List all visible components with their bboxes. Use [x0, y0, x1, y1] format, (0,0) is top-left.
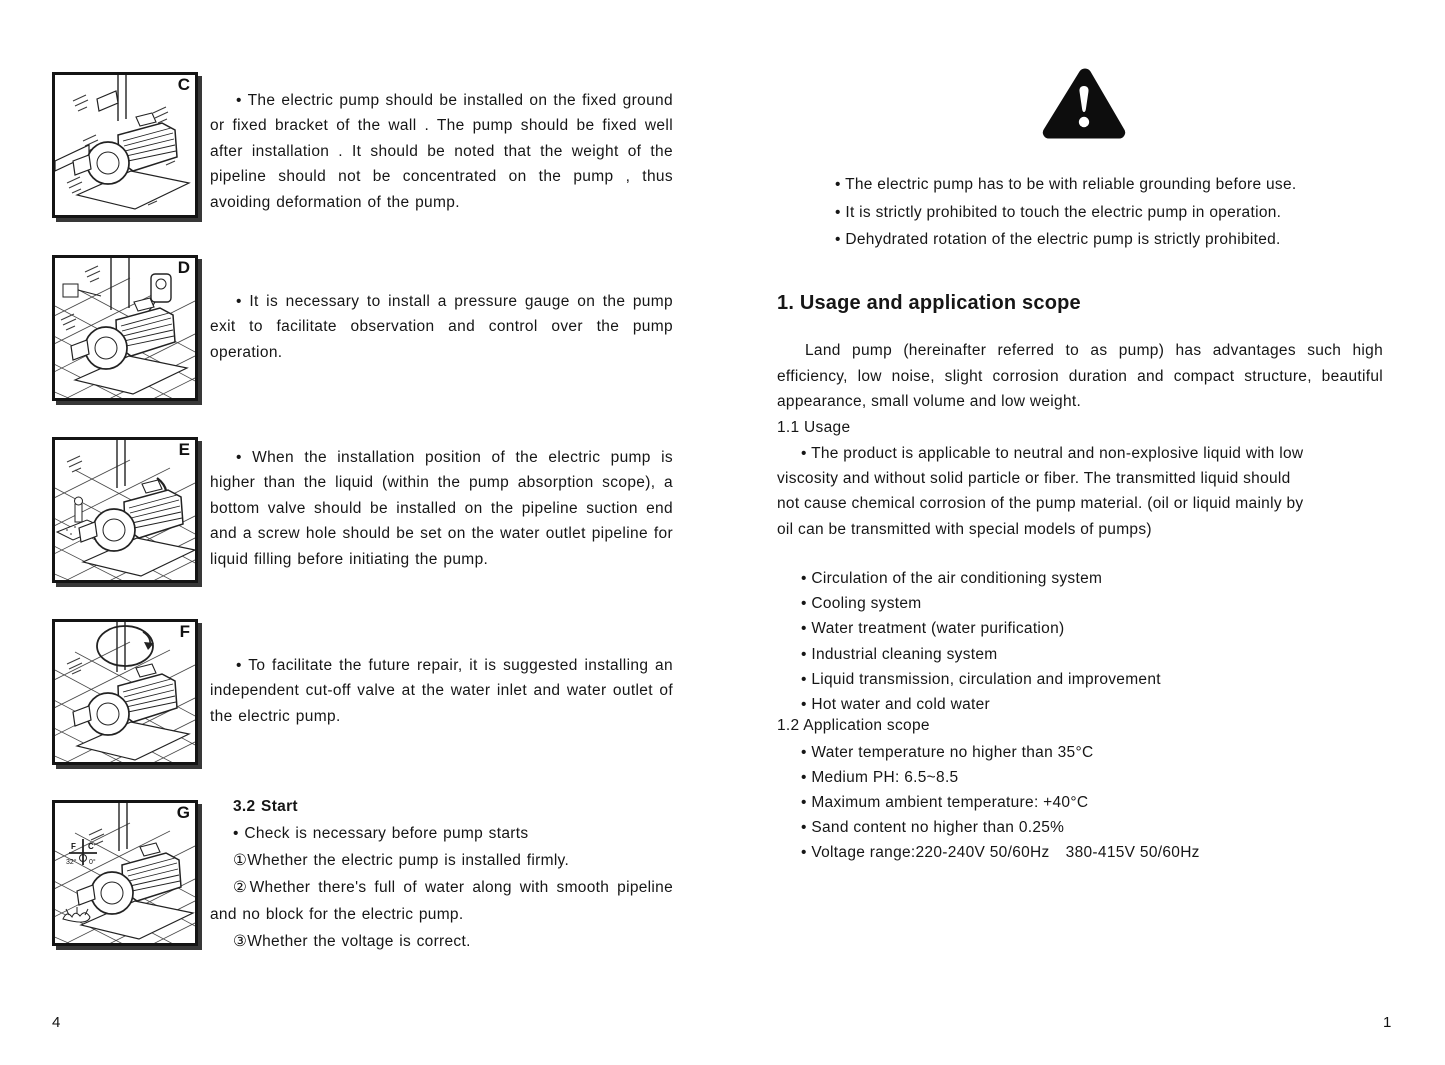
- figure-label: G: [176, 803, 190, 822]
- bullet-icon: •: [801, 645, 807, 663]
- warning-item: [835, 226, 1297, 254]
- scope-item-text: Sand content no higher than 0.25%: [811, 819, 1065, 837]
- figure-c-caption: [210, 88, 673, 215]
- figure-f-caption: [210, 653, 673, 729]
- scope-item: [777, 840, 1200, 865]
- bullet-icon: •: [801, 844, 807, 862]
- bullet-icon: •: [835, 203, 841, 221]
- start-check-item: ①Whether the electric pump is installed firmly.: [233, 852, 570, 869]
- celsius-temp: 0°: [89, 859, 96, 866]
- pump-wall-mount-illustration: [55, 75, 195, 215]
- scope-item-text: Maximum ambient temperature: +40°C: [811, 794, 1089, 812]
- usage-item: [777, 667, 1161, 692]
- bullet-icon: •: [801, 445, 807, 462]
- scope-item: [777, 765, 1200, 790]
- bullet-icon: •: [801, 570, 807, 587]
- scope-item: [777, 740, 1200, 765]
- bullet-icon: •: [236, 449, 242, 466]
- bullet-icon: •: [835, 231, 841, 248]
- usage-item: [777, 591, 1161, 616]
- scope-item: [777, 815, 1200, 840]
- start-section: [210, 793, 673, 955]
- bullet-icon: •: [801, 696, 807, 714]
- bullet-icon: •: [801, 595, 807, 613]
- usage-item-text: Industrial cleaning system: [811, 645, 998, 663]
- pump-cutoff-valve-illustration: [55, 622, 195, 762]
- section-heading: 1. Usage and application scope: [777, 292, 1081, 314]
- usage-item: [777, 616, 1161, 641]
- left-page-number: 4: [52, 1014, 61, 1031]
- figure-label: C: [177, 75, 190, 94]
- usage-list: [777, 566, 1161, 717]
- figure-label: E: [178, 440, 190, 459]
- scope-list: [777, 740, 1200, 865]
- usage-item-text: Circulation of the air conditioning system: [811, 570, 1103, 587]
- scope-item: [777, 790, 1200, 815]
- scope-item-text: Voltage range:220-240V 50/60Hz 380-415V 50/60Hz: [811, 844, 1200, 862]
- pump-bottom-valve-illustration: [55, 440, 195, 580]
- figure-d: [52, 255, 198, 401]
- bullet-icon: •: [801, 794, 807, 812]
- bullet-icon: •: [801, 744, 807, 761]
- pump-start-illustration: [55, 803, 195, 943]
- start-heading: 3.2 Start: [233, 798, 298, 815]
- bullet-icon: •: [236, 293, 242, 310]
- celsius-mark: C: [88, 842, 94, 851]
- usage-item: [777, 566, 1161, 591]
- usage-item-text: Cooling system: [811, 595, 922, 613]
- figure-d-caption: [210, 289, 673, 365]
- start-bullet-line: [210, 820, 673, 847]
- fahrenheit-temp: 32°: [66, 859, 77, 866]
- bullet-icon: •: [801, 620, 807, 638]
- warning-item: [835, 171, 1297, 199]
- warning-text: The electric pump has to be with reliable grounding before use.: [845, 176, 1297, 193]
- bullet-icon: •: [801, 819, 807, 837]
- fahrenheit-mark: F: [71, 842, 76, 851]
- figure-label: D: [177, 258, 190, 277]
- caption-text: The electric pump should be installed on the fixed ground or fixed bracket of the wall . The pump should be fixed well after installation . It should be noted that the weight of the pipeline should not be concentrated on the pump , thus avoiding deformation of the pump.: [210, 92, 673, 211]
- warning-triangle-icon: [1040, 66, 1128, 142]
- warning-list: [835, 171, 1297, 254]
- bullet-icon: •: [801, 769, 807, 787]
- pump-pressure-gauge-illustration: [55, 258, 195, 398]
- bullet-icon: •: [236, 92, 242, 109]
- warning-item: [835, 199, 1297, 227]
- usage-item: [777, 692, 1161, 717]
- figure-label: F: [179, 622, 190, 641]
- figure-e: [52, 437, 198, 583]
- warning-text: Dehydrated rotation of the electric pump is strictly prohibited.: [845, 231, 1281, 248]
- usage-item-text: Hot water and cold water: [811, 696, 990, 714]
- usage-subheading: 1.1 Usage: [777, 419, 851, 436]
- bullet-icon: •: [233, 825, 239, 842]
- caption-text: To facilitate the future repair, it is suggested installing an independent cut-off valve at the water inlet and water outlet of the electric pump.: [210, 657, 673, 725]
- bullet-icon: •: [236, 657, 242, 674]
- scope-item-text: Medium PH: 6.5~8.5: [811, 769, 959, 787]
- usage-item-text: Liquid transmission, circulation and improvement: [811, 670, 1161, 688]
- figure-c: [52, 72, 198, 218]
- right-page-number: 1: [1383, 1014, 1392, 1031]
- figure-e-caption: [210, 445, 673, 572]
- usage-bullet-paragraph: [777, 441, 1304, 542]
- usage-item: [777, 642, 1161, 667]
- caption-text: When the installation position of the electric pump is higher than the liquid (within the pump absorption scope), a bottom valve should be installed on the pipeline suction end and a screw hole should be set on the water outlet pipeline for liquid filling before initiating the pump.: [210, 449, 673, 568]
- figure-f: [52, 619, 198, 765]
- bullet-icon: •: [835, 176, 841, 193]
- figure-g: [52, 800, 198, 946]
- scope-item-text: Water temperature no higher than 35°C: [811, 744, 1094, 761]
- start-check-item: ②Whether there's full of water along with smooth pipeline and no block for the electric pump.: [210, 879, 673, 923]
- scope-subheading: 1.2 Application scope: [777, 717, 930, 734]
- start-bullet-text: Check is necessary before pump starts: [244, 825, 529, 842]
- usage-bullet-text: The product is applicable to neutral and non-explosive liquid with low viscosity and without solid particle or fiber. The transmitted liquid should not cause chemical corrosion of the pump material. (oil or liquid mainly by oil can be transmitted with special models of pumps): [777, 445, 1304, 538]
- section-intro: Land pump (hereinafter referred to as pump) has advantages such high efficiency, low noise, slight corrosion duration and compact structure, beautiful appearance, small volume and low weight.: [777, 342, 1383, 410]
- start-check-item: ③Whether the voltage is correct.: [233, 933, 471, 950]
- caption-text: It is necessary to install a pressure gauge on the pump exit to facilitate observation and control over the pump operation.: [210, 293, 673, 361]
- usage-item-text: Water treatment (water purification): [811, 620, 1065, 638]
- bullet-icon: •: [801, 670, 807, 688]
- warning-text: It is strictly prohibited to touch the electric pump in operation.: [845, 203, 1282, 221]
